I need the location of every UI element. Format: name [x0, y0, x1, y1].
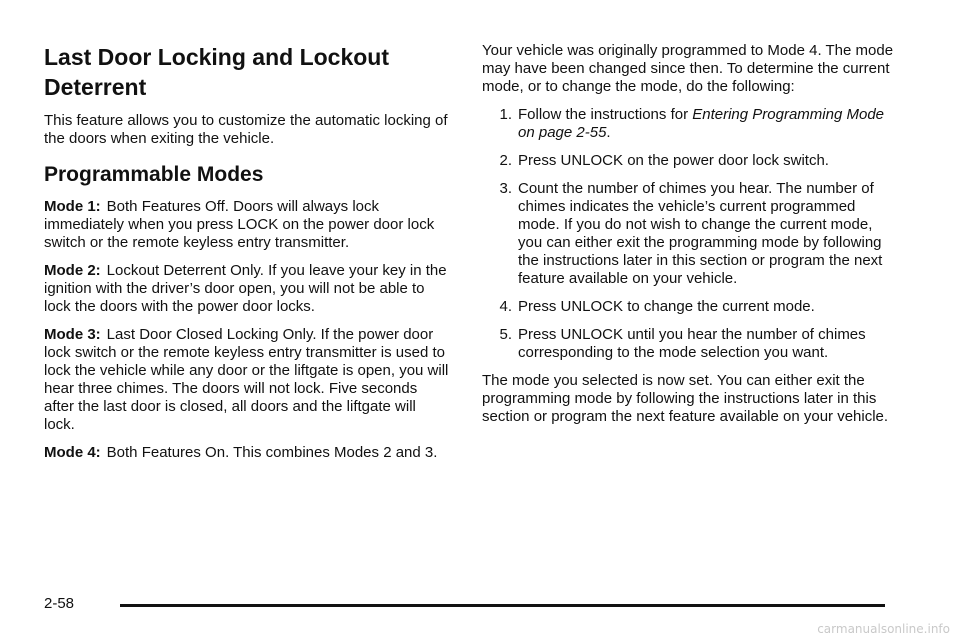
- closing-paragraph: The mode you selected is now set. You can either exit the programming mode by following the instructions later in this section or program the next feature available on your vehicle.: [482, 372, 889, 425]
- step-1-number: 1.: [499, 106, 512, 123]
- list-item: [482, 180, 897, 288]
- step-2-text: Press UNLOCK on the power door lock switch.: [518, 152, 829, 169]
- mode-4-text: Both Features On. This combines Modes 2 and 3.: [106, 444, 438, 461]
- step-4-number: 4.: [499, 298, 512, 315]
- page-number: 2-58: [44, 595, 75, 612]
- section-heading: Programmable Modes: [44, 163, 264, 186]
- step-3-number: 3.: [499, 180, 512, 197]
- right-intro-paragraph: Your vehicle was originally programmed to Mode 4. The mode may have been changed since then. To determine the current mode, or to change the mode, do the following:: [482, 42, 894, 95]
- mode-2-paragraph: [44, 262, 449, 316]
- intro-paragraph: This feature allows you to customize the automatic locking of the doors when exiting the vehicle.: [44, 112, 448, 147]
- step-1-plain: Follow the instructions for: [518, 106, 693, 123]
- step-5-number: 5.: [499, 326, 512, 343]
- mode-1-label: Mode 1:: [44, 198, 101, 215]
- right-column: [482, 42, 897, 436]
- list-item: [482, 152, 897, 170]
- mode-1-text: Both Features Off. Doors will always lock immediately when you press LOCK on the power door lock switch or the remote keyless entry transmitter.: [44, 198, 435, 251]
- list-item: [482, 106, 897, 142]
- mode-3-text: Last Door Closed Locking Only. If the power door lock switch or the remote keyless entry transmitter is used to lock the vehicle while any door or the liftgate is open, you will hear three chimes. The doors will not lock. Five seconds after the last door is closed, all doors and the liftgate will lock.: [44, 326, 449, 433]
- step-1-text: [518, 106, 897, 142]
- step-2-number: 2.: [499, 152, 512, 169]
- step-4-text: Press UNLOCK to change the current mode.: [518, 298, 815, 315]
- step-5-text: Press UNLOCK until you hear the number of chimes corresponding to the mode selection you want.: [518, 326, 866, 361]
- list-item: [482, 298, 897, 316]
- footer-divider: [120, 604, 885, 607]
- mode-3-paragraph: [44, 326, 449, 434]
- step-1-reference: Entering Programming Mode on page 2-55: [518, 106, 885, 141]
- step-1-suffix: .: [606, 124, 611, 141]
- left-column: [44, 42, 449, 472]
- mode-2-label: Mode 2:: [44, 262, 101, 279]
- mode-1-paragraph: [44, 198, 449, 252]
- watermark: carmanualsonline.info: [817, 622, 950, 636]
- mode-2-text: Lockout Deterrent Only. If you leave your key in the ignition with the driver’s door open, you will not be able to lock the doors with the power door locks.: [44, 262, 447, 315]
- list-item: [482, 326, 897, 362]
- step-3-text: Count the number of chimes you hear. The number of chimes indicates the vehicle’s current programmed mode. If you do not wish to change the current mode, you can either exit the programming mode by following the instructions later in this section or program the next feature available on your vehicle.: [518, 180, 883, 287]
- mode-3-label: Mode 3:: [44, 326, 101, 343]
- mode-4-paragraph: [44, 444, 449, 462]
- mode-4-label: Mode 4:: [44, 444, 101, 461]
- steps-list: [482, 106, 897, 362]
- page-title: Last Door Locking and Lockout Deterrent: [44, 44, 390, 100]
